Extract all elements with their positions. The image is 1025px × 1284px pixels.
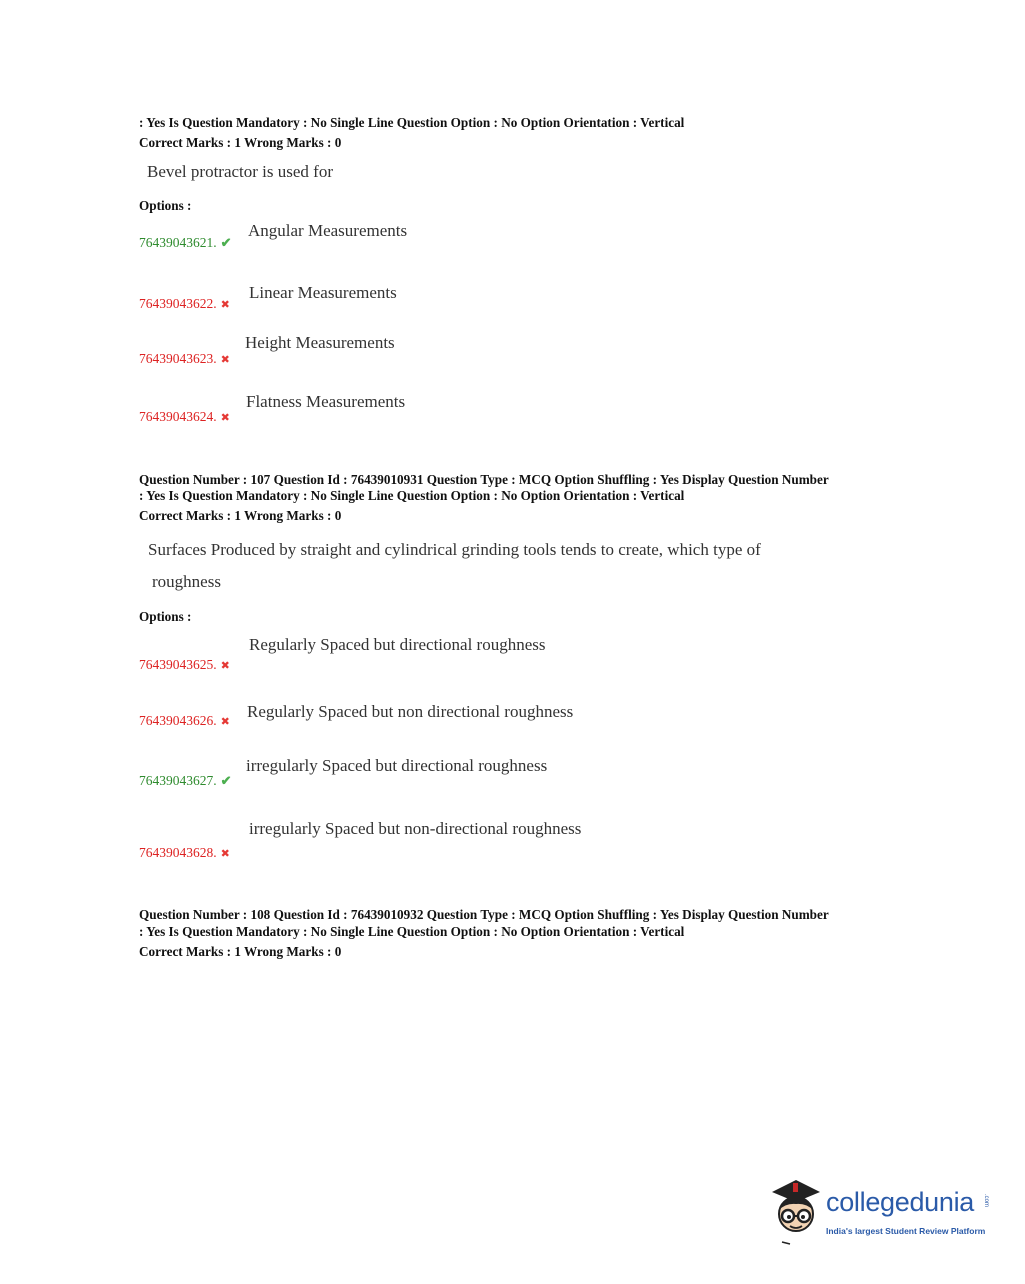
logo-tagline: India's largest Student Review Platform bbox=[826, 1226, 986, 1236]
option-id: 76439043626. ✖ bbox=[139, 713, 230, 728]
mascot-icon bbox=[766, 1176, 828, 1248]
option-text: Regularly Spaced but non directional roughness bbox=[247, 702, 574, 721]
options-label: Options : bbox=[139, 609, 192, 624]
check-icon: ✔ bbox=[220, 235, 232, 250]
option-id: 76439043624. ✖ bbox=[139, 409, 230, 424]
check-icon: ✔ bbox=[220, 773, 232, 788]
option-id: 76439043623. ✖ bbox=[139, 351, 230, 366]
option-id: 76439043625. ✖ bbox=[139, 657, 230, 672]
cross-icon: ✖ bbox=[220, 660, 230, 672]
collegedunia-logo bbox=[766, 1176, 996, 1248]
marks-line: Correct Marks : 1 Wrong Marks : 0 bbox=[139, 508, 342, 523]
question-meta-line: Question Number : 108 Question Id : 76439010932 Question Type : MCQ Option Shuffling : Yes Display Question Number bbox=[139, 907, 829, 922]
cross-icon: ✖ bbox=[220, 848, 230, 860]
options-label: Options : bbox=[139, 198, 192, 213]
option-text: Regularly Spaced but directional roughness bbox=[249, 635, 546, 654]
option-text: Linear Measurements bbox=[249, 283, 397, 302]
question-text: Surfaces Produced by straight and cylindrical grinding tools tends to create, which type of bbox=[148, 540, 761, 559]
option-text: Height Measurements bbox=[245, 333, 395, 352]
marks-line: Correct Marks : 1 Wrong Marks : 0 bbox=[139, 944, 342, 959]
question-text: Bevel protractor is used for bbox=[147, 162, 333, 181]
option-id: 76439043627. ✔ bbox=[139, 773, 232, 788]
cross-icon: ✖ bbox=[220, 299, 230, 311]
marks-line: Correct Marks : 1 Wrong Marks : 0 bbox=[139, 135, 342, 150]
cross-icon: ✖ bbox=[220, 412, 230, 424]
option-text: Flatness Measurements bbox=[246, 392, 406, 411]
option-text: irregularly Spaced but directional roughness bbox=[246, 756, 548, 775]
option-id: 76439043622. ✖ bbox=[139, 296, 230, 311]
option-text: irregularly Spaced but non-directional roughness bbox=[249, 819, 582, 838]
logo-wordmark: collegedunia bbox=[826, 1187, 975, 1217]
option-id: 76439043621. ✔ bbox=[139, 235, 232, 250]
cross-icon: ✖ bbox=[220, 716, 230, 728]
question-meta-line: : Yes Is Question Mandatory : No Single Line Question Option : No Option Orientation : Vertical bbox=[139, 924, 685, 939]
question-meta-line: : Yes Is Question Mandatory : No Single Line Question Option : No Option Orientation : Vertical bbox=[139, 115, 685, 130]
option-id: 76439043628. ✖ bbox=[139, 845, 230, 860]
cross-icon: ✖ bbox=[220, 354, 230, 366]
option-text: Angular Measurements bbox=[248, 221, 408, 240]
logo-com: .com bbox=[983, 1194, 989, 1208]
question-meta-line: Question Number : 107 Question Id : 76439010931 Question Type : MCQ Option Shuffling : Yes Display Question Number bbox=[139, 472, 829, 487]
question-meta-line: : Yes Is Question Mandatory : No Single Line Question Option : No Option Orientation : Vertical bbox=[139, 488, 685, 503]
question-text: roughness bbox=[152, 572, 221, 591]
